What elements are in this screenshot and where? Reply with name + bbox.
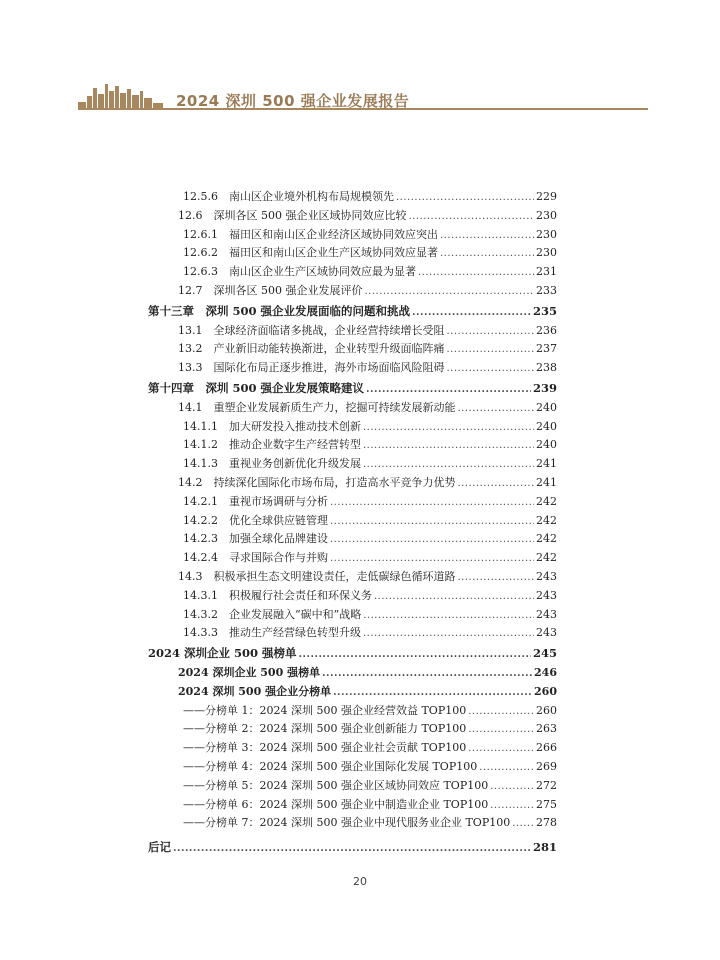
toc-entry-label: ——分榜单 7：2024 深圳 500 强企业中现代服务业企业 TOP100	[183, 816, 511, 830]
toc-entry[interactable]	[178, 664, 557, 681]
toc-leader-dots	[330, 513, 534, 530]
toc-entry-label: ——分榜单 1：2024 深圳 500 强企业经营效益 TOP100	[183, 703, 467, 717]
toc-leader-dots	[468, 703, 534, 720]
toc-leader-dots	[490, 778, 534, 795]
toc-leader-dots	[173, 840, 531, 857]
toc-entry-label: 14.1.2 推动企业数字生产经营转型	[183, 438, 361, 452]
toc-leader-dots	[366, 381, 531, 398]
toc-entry[interactable]	[183, 720, 557, 737]
toc-entry-label: ——分榜单 6：2024 深圳 500 强企业中制造业企业 TOP100	[183, 797, 489, 811]
toc-entry[interactable]	[148, 303, 557, 320]
toc-entry-page: 275	[536, 797, 557, 811]
toc-entry-label: 第十四章 深圳 500 强企业发展策略建议	[148, 381, 365, 395]
toc-leader-dots	[447, 341, 535, 358]
header-divider	[78, 108, 648, 110]
toc-leader-dots	[458, 569, 535, 586]
toc-entry-page: 260	[536, 703, 557, 717]
toc-entry-page: 230	[536, 246, 557, 260]
toc-leader-dots	[363, 625, 534, 642]
toc-entry-label: 14.3.2 企业发展融入“碳中和”战略	[183, 607, 362, 621]
toc-entry-page: 231	[536, 265, 557, 279]
toc-leader-dots	[490, 797, 534, 814]
toc-entry-label: 2024 深圳企业 500 强榜单	[178, 666, 321, 679]
toc-entry-page: 229	[536, 190, 557, 203]
toc-entry[interactable]	[178, 207, 557, 224]
toc-entry-page: 233	[536, 284, 557, 297]
toc-entry[interactable]	[178, 322, 557, 339]
toc-leader-dots	[468, 740, 534, 757]
toc-entry-page: 260	[534, 684, 557, 698]
toc-entry-label: 12.6.2 福田区和南山区企业生产区域协同效应显著	[183, 246, 438, 260]
toc-entry-label: 12.6.3 南山区企业生产区域协同效应最为显著	[183, 265, 416, 279]
toc-leader-dots	[363, 437, 534, 454]
toc-entry-page: 278	[536, 816, 557, 830]
toc-entry-page: 243	[536, 626, 557, 640]
toc-leader-dots	[322, 665, 532, 682]
toc-entry[interactable]	[183, 606, 557, 623]
page-number: 20	[353, 875, 367, 888]
toc-entry-page: 243	[536, 588, 557, 602]
toc-leader-dots	[364, 283, 534, 300]
city-skyline-logo	[78, 82, 173, 110]
toc-entry[interactable]	[183, 512, 557, 529]
toc-entry[interactable]	[183, 493, 557, 510]
toc-entry-page: 238	[536, 361, 557, 375]
toc-leader-dots	[479, 759, 534, 776]
toc-leader-dots	[440, 227, 534, 244]
toc-entry[interactable]	[183, 758, 557, 775]
toc-entry[interactable]	[183, 418, 557, 435]
toc-entry-label: 14.1.3 重视业务创新优化升级发展	[183, 457, 361, 471]
toc-entry[interactable]	[178, 359, 557, 376]
toc-entry-label: 14.1.1 加大研发投入推动技术创新	[183, 419, 361, 433]
toc-entry-label: 14.2.4 寻求国际合作与并购	[183, 551, 328, 565]
toc-entry-label: 13.2 产业新旧动能转换渐进，企业转型升级面临阵痛	[178, 342, 445, 356]
toc-leader-dots	[512, 815, 534, 832]
toc-leader-dots	[440, 245, 534, 262]
toc-leader-dots	[330, 494, 534, 511]
toc-entry-label: 14.2 持续深化国际化市场布局，打造高水平竞争力优势	[178, 476, 456, 489]
toc-entry[interactable]	[183, 188, 557, 205]
page-header	[0, 0, 720, 120]
toc-entry[interactable]	[178, 568, 557, 585]
toc-entry[interactable]	[183, 530, 557, 547]
toc-leader-dots	[418, 264, 534, 281]
toc-entry-page: 242	[536, 494, 557, 508]
toc-entry-label: 14.3.1 积极履行社会责任和环保义务	[183, 588, 372, 602]
toc-entry-page: 239	[532, 381, 557, 395]
toc-entry-label: 13.1 全球经济面临诸多挑战，企业经营持续增长受阻	[178, 323, 445, 337]
toc-entry-page: 242	[536, 532, 557, 546]
toc-entry[interactable]	[148, 645, 557, 662]
toc-entry-page: 237	[536, 342, 557, 356]
toc-leader-dots	[468, 721, 534, 738]
toc-entry-page: 281	[532, 840, 557, 855]
toc-entry-label: ——分榜单 2：2024 深圳 500 强企业创新能力 TOP100	[183, 722, 467, 736]
toc-leader-dots	[447, 323, 535, 340]
toc-entry-label: 2024 深圳 500 强企业分榜单	[178, 684, 332, 698]
toc-entry[interactable]	[183, 244, 557, 261]
toc-entry-page: 236	[536, 323, 557, 337]
toc-entry[interactable]	[183, 455, 557, 472]
toc-entry-page: 269	[536, 760, 557, 773]
toc-entry-label: 12.5.6 南山区企业境外机构布局规模领先	[183, 190, 394, 203]
toc-entry-page: 266	[536, 741, 557, 755]
toc-entry-label: 后记	[148, 840, 171, 855]
toc-entry-page: 230	[536, 208, 557, 222]
toc-entry[interactable]	[178, 340, 557, 357]
toc-entry[interactable]	[148, 380, 557, 397]
toc-entry[interactable]	[183, 702, 557, 719]
toc-entry-page: 272	[536, 778, 557, 792]
toc-entry-label: 14.2.2 优化全球供应链管理	[183, 513, 328, 527]
toc-entry[interactable]	[183, 814, 557, 831]
toc-entry-page: 245	[532, 646, 557, 661]
toc-leader-dots	[363, 419, 534, 436]
toc-entry-label: 13.3 国际化布局正逐步推进，海外市场面临风险阻碍	[178, 361, 445, 375]
toc-entry-page: 241	[536, 476, 557, 489]
toc-entry[interactable]	[183, 226, 557, 243]
toc-entry-label: 14.3 积极承担生态文明建设责任，走低碳绿色循环道路	[178, 570, 456, 583]
toc-entry[interactable]	[178, 683, 557, 700]
toc-entry-page: 243	[536, 607, 557, 621]
toc-entry-label: 14.1 重塑企业发展新质生产力，挖掘可持续发展新动能	[178, 400, 456, 414]
toc-entry[interactable]	[183, 549, 557, 566]
toc-leader-dots	[299, 646, 531, 663]
toc-entry[interactable]	[178, 474, 557, 491]
toc-entry-page: 230	[536, 227, 557, 241]
toc-entry[interactable]	[183, 263, 557, 280]
toc-entry[interactable]	[183, 796, 557, 813]
toc-leader-dots	[374, 588, 534, 605]
toc-entry-page: 240	[536, 419, 557, 433]
toc-entry-label: ——分榜单 3：2024 深圳 500 强企业社会贡献 TOP100	[183, 741, 467, 755]
toc-entry-label: ——分榜单 5：2024 深圳 500 强企业区域协同效应 TOP100	[183, 778, 489, 792]
toc-entry[interactable]	[183, 587, 557, 604]
toc-leader-dots	[458, 400, 535, 417]
toc-entry[interactable]	[183, 436, 557, 453]
toc-entry-label: 14.2.3 加强全球化品牌建设	[183, 532, 328, 546]
report-title: 2024 深圳 500 强企业发展报告	[176, 92, 410, 110]
toc-entry-page: 240	[536, 400, 557, 414]
toc-entry-label: 12.7 深圳各区 500 强企业发展评价	[178, 284, 363, 297]
toc-entry[interactable]	[178, 399, 557, 416]
toc-leader-dots	[363, 607, 534, 624]
toc-entry[interactable]	[183, 624, 557, 641]
toc-entry-label: ——分榜单 4：2024 深圳 500 强企业国际化发展 TOP100	[183, 760, 478, 773]
toc-leader-dots	[458, 475, 535, 492]
toc-entry[interactable]	[148, 839, 557, 856]
toc-entry-page: 241	[536, 457, 557, 471]
toc-leader-dots	[396, 189, 534, 206]
toc-entry-label: 2024 深圳企业 500 强榜单	[148, 646, 297, 661]
toc-leader-dots	[447, 360, 535, 377]
toc-entry-page: 235	[532, 303, 557, 318]
toc-leader-dots	[363, 456, 534, 473]
toc-entry-page: 263	[536, 722, 557, 736]
toc-entry-page: 242	[536, 551, 557, 565]
toc-leader-dots	[412, 304, 531, 321]
toc-entry-label: 第十三章 深圳 500 强企业发展面临的问题和挑战	[148, 303, 411, 318]
toc-entry-page: 243	[536, 570, 557, 583]
toc-leader-dots	[408, 208, 534, 225]
toc-entry-page: 242	[536, 513, 557, 527]
toc-leader-dots	[330, 550, 534, 567]
toc-entry[interactable]	[178, 282, 557, 299]
toc-entry-label: 14.3.3 推动生产经营绿色转型升级	[183, 626, 361, 640]
toc-entry-label: 12.6.1 福田区和南山区企业经济区域协同效应突出	[183, 227, 438, 241]
toc-entry[interactable]	[183, 739, 557, 756]
toc-leader-dots	[330, 531, 534, 548]
toc-entry-page: 246	[534, 666, 557, 679]
toc-entry-page: 240	[536, 438, 557, 452]
toc-entry-label: 14.2.1 重视市场调研与分析	[183, 494, 328, 508]
toc-entry-label: 12.6 深圳各区 500 强企业区域协同效应比较	[178, 208, 407, 222]
toc-leader-dots	[333, 684, 532, 701]
toc-entry[interactable]	[183, 777, 557, 794]
